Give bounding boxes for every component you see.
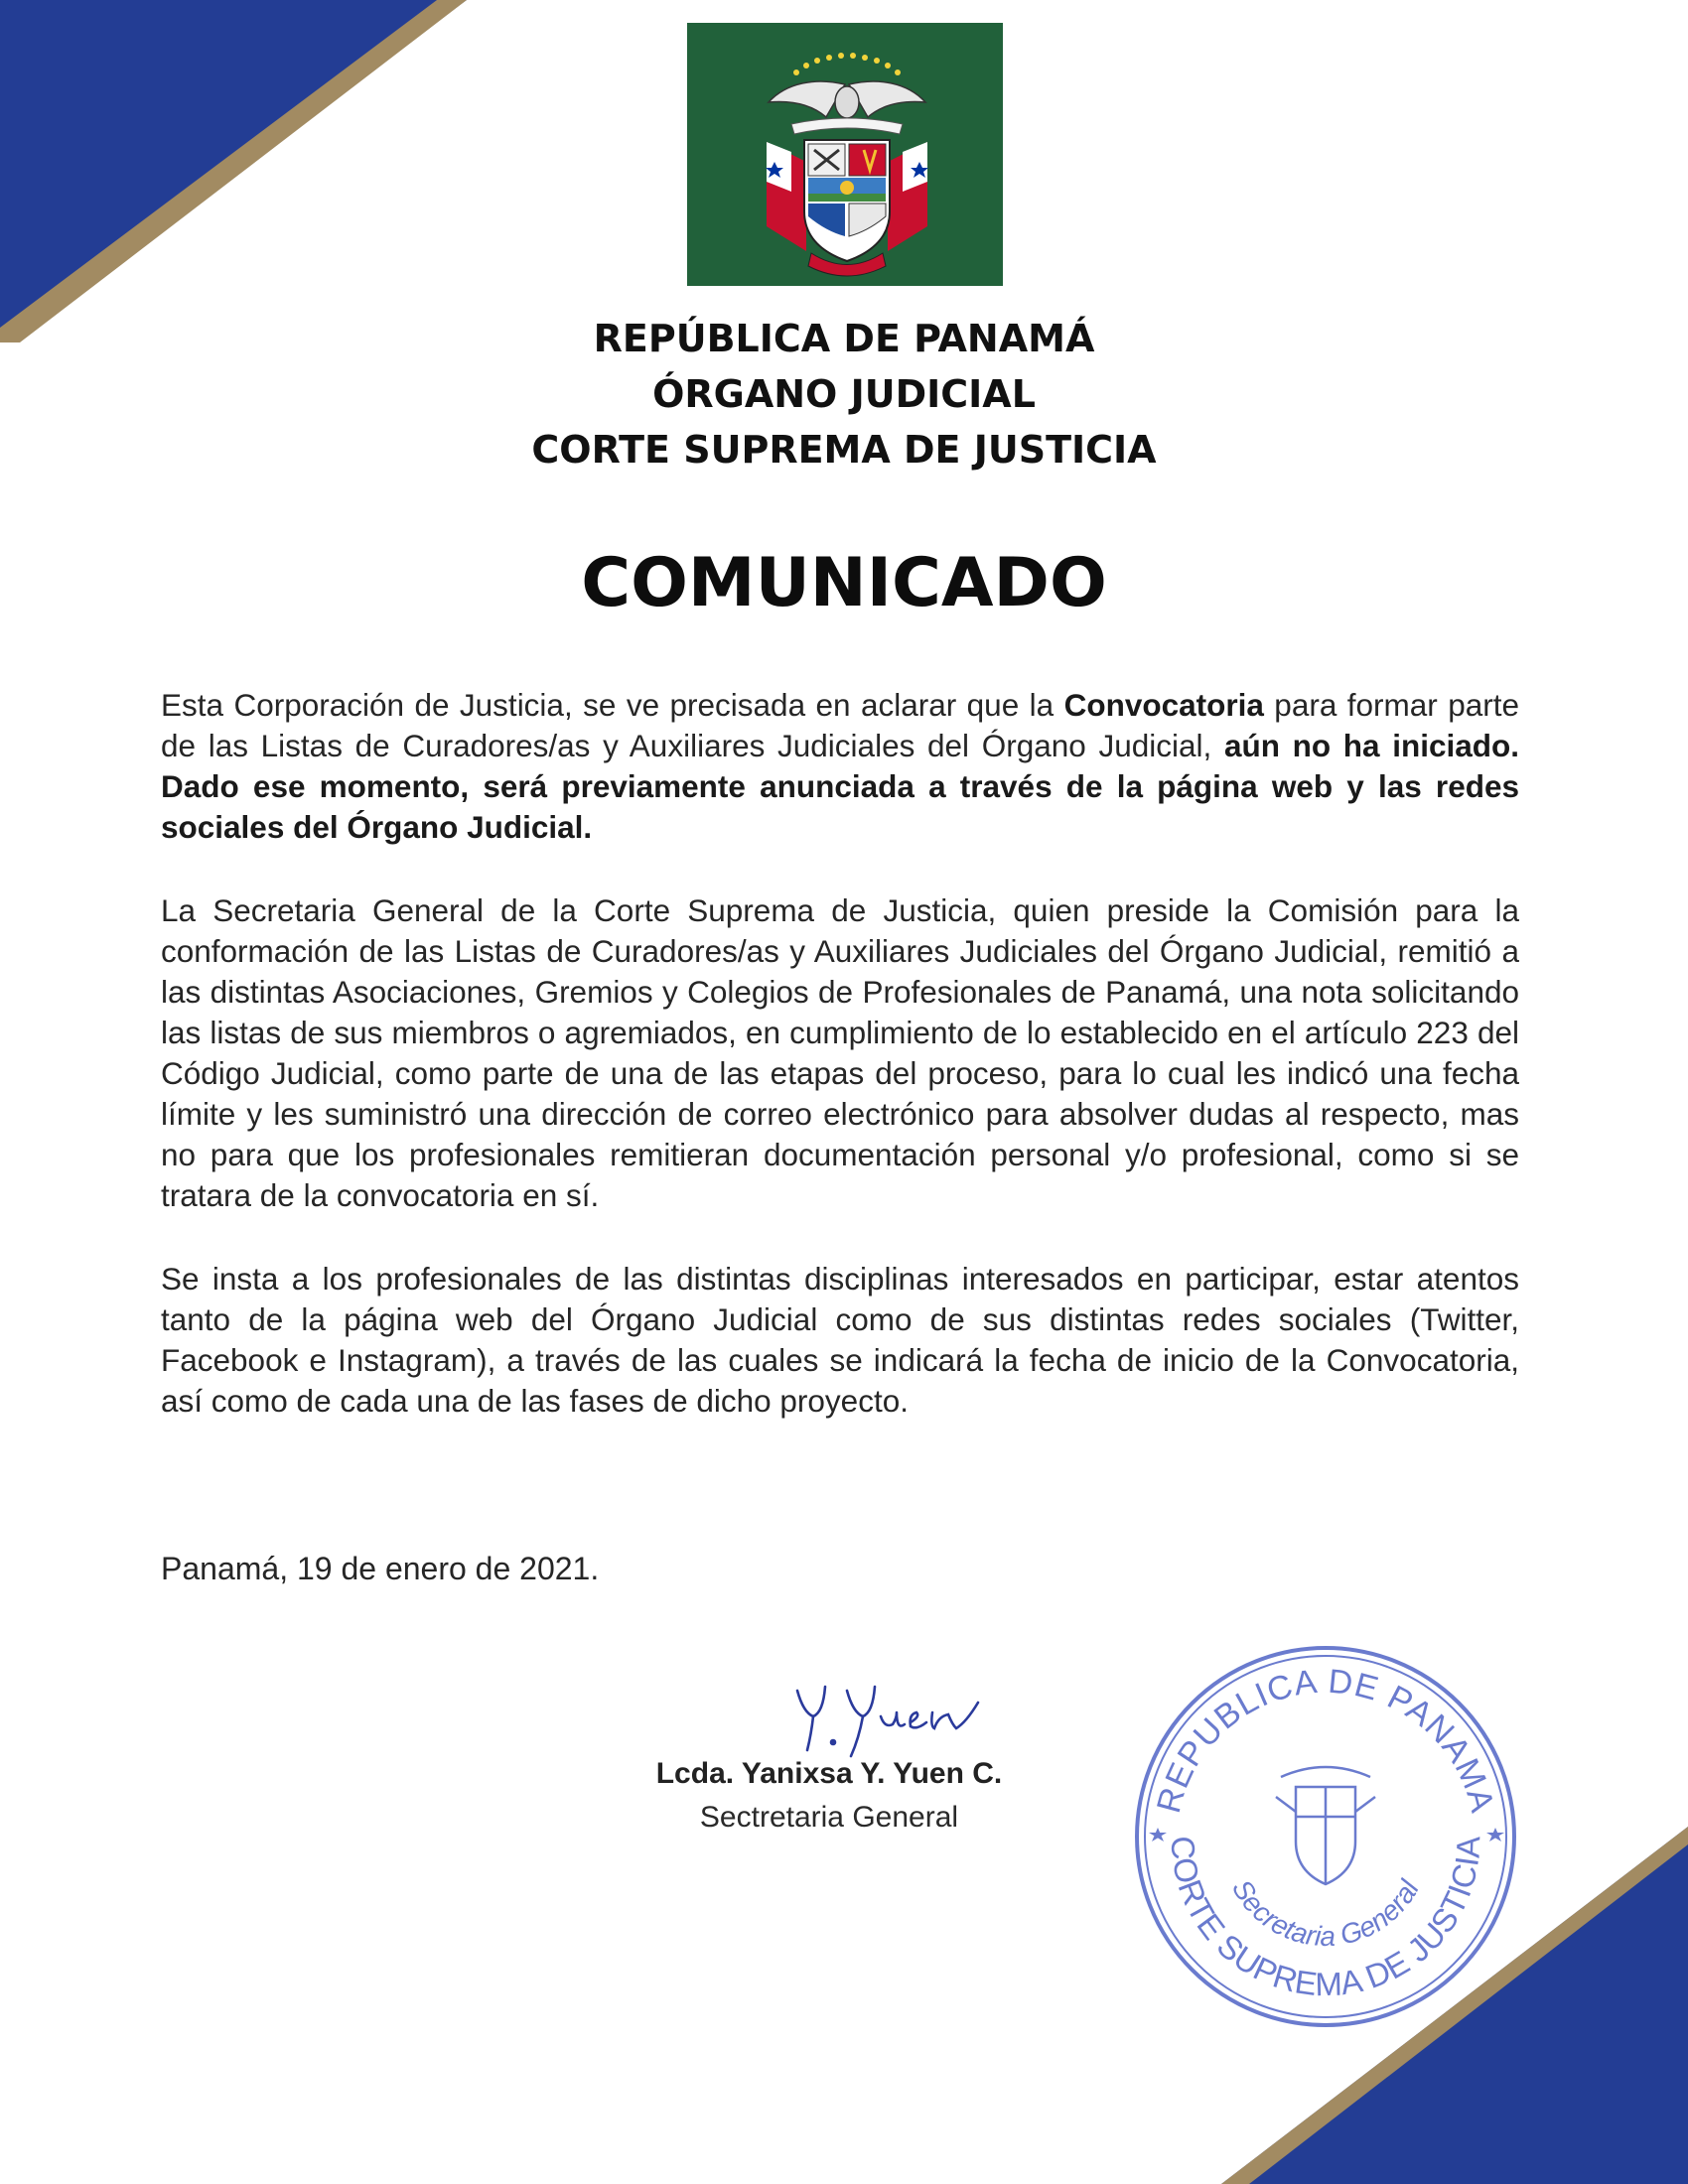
p1-text-a: Esta Corporación de Justicia, se ve precisada en aclarar que la	[161, 687, 1064, 723]
header-court: CORTE SUPREMA DE JUSTICIA	[531, 428, 1157, 472]
coat-of-arms-panama-icon	[687, 23, 1003, 286]
emblem-graphic	[687, 23, 1003, 286]
header-organ: ÓRGANO JUDICIAL	[652, 372, 1036, 416]
paragraph-1	[161, 685, 1519, 848]
stamp-middle-text: Secretaria General	[1225, 1874, 1425, 1953]
stamp-coat-of-arms-icon	[1276, 1767, 1375, 1884]
signer-title: Sectretaria General	[699, 1801, 959, 1834]
stamp-star-left-icon	[1149, 1828, 1167, 1842]
header-republic: REPÚBLICA DE PANAMÁ	[593, 317, 1095, 360]
handwritten-signature	[789, 1673, 988, 1762]
official-seal-stamp	[1117, 1628, 1534, 2035]
p1-text-c: para formar parte de las Listas de Curadores/as y Auxiliares Judiciales del Órgano Judicial,	[161, 687, 1520, 763]
document-title: COMUNICADO	[581, 544, 1107, 622]
paragraph-2: La Secretaria General de la Corte Suprema de Justicia, quien preside la Comisión para la conformación de las Listas de Curadores/as y Auxiliares Judiciales del Órgano Judicial, remitió a las distintas Asociaciones, Gremios y Colegios de Profesionales de Panamá, una nota solicitando las listas de sus miembros o agremiados, en cumplimiento de lo establecido en el artículo 223 del Código Judicial, como parte de una de las etapas del proceso, para lo cual les indicó una fecha límite y les suministró una dirección de correo electrónico para absolver dudas al respecto, mas no para que los profesionales remitieran documentación personal y/o profesional, como si se tratara de la convocatoria en sí.	[161, 892, 1519, 1213]
document-body	[161, 685, 1519, 1464]
p1-bold-convocatoria: Convocatoria	[1063, 687, 1264, 723]
p1-bold-announcement: aún no ha iniciado. Dado ese momento, será previamente anunciada a través de la página web y las redes sociales del Órgano Judicial.	[161, 728, 1519, 845]
stamp-star-right-icon	[1486, 1828, 1504, 1842]
paragraph-3: Se insta a los profesionales de las distintas disciplinas interesados en participar, estar atentos tanto de la página web del Órgano Judicial como de sus distintas redes sociales (Twitter, Facebook e Instagram), a través de las cuales se indicará la fecha de inicio de la Convocatoria, así como de cada una de las fases de dicho proyecto.	[161, 1261, 1519, 1419]
corner-decoration-top-left	[0, 0, 477, 347]
stamp-bottom-text: CORTE SUPREMA DE JUSTICIA	[1164, 1835, 1487, 2003]
signer-name: Lcda. Yanixsa Y. Yuen C.	[655, 1757, 1003, 1790]
document-date: Panamá, 19 de enero de 2021.	[161, 1551, 600, 1586]
institution-header	[397, 311, 1291, 478]
stamp-top-text: REPUBLICA DE PANAMA	[1149, 1662, 1502, 1818]
